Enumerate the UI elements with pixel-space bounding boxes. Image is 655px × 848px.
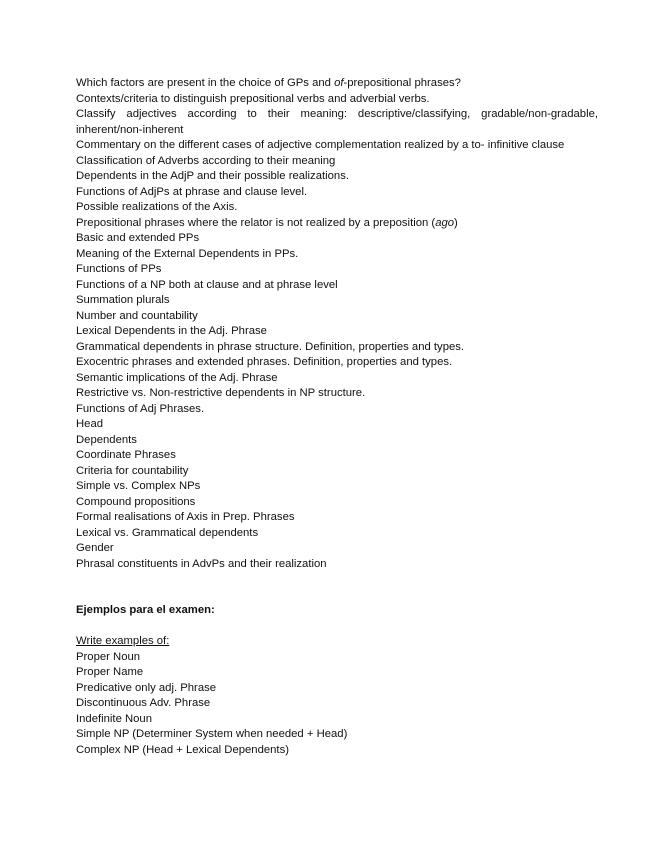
question-item: Restrictive vs. Non-restrictive dependents in NP structure. — [76, 387, 366, 399]
example-item: Predicative only adj. Phrase — [76, 681, 217, 694]
example-item: Proper Name — [76, 666, 144, 678]
question-item: Phrasal constituents in AdvPs and their realization — [76, 557, 327, 570]
question-item: Classification of Adverbs according to their meaning — [76, 154, 336, 167]
question-item: Functions of a NP both at clause and at phrase level — [76, 278, 338, 291]
question-item: Dependents — [76, 433, 137, 446]
question-item: Lexical Dependents in the Adj. Phrase — [76, 325, 267, 337]
question-item: Lexical vs. Grammatical dependents — [76, 526, 259, 539]
question-item: Simple vs. Complex NPs — [76, 480, 201, 492]
question-item: Meaning of the External Dependents in PPs. — [76, 247, 299, 260]
examples-heading: Ejemplos para el examen: — [76, 604, 215, 616]
question-item: Which factors are present in the choice of GPs and of-prepositional phrases? — [76, 77, 461, 89]
italic-term: ago — [435, 216, 455, 229]
examples-subheading: Write examples of: — [76, 635, 170, 647]
example-item: Proper Noun — [76, 650, 141, 663]
section-spacer — [76, 572, 598, 603]
question-item: Basic and extended PPs — [76, 232, 200, 244]
question-item: Head — [76, 418, 104, 430]
example-item: Discontinuous Adv. Phrase — [76, 697, 211, 709]
question-item: Dependents in the AdjP and their possible realizations. — [76, 170, 349, 182]
question-item: Criteria for countability — [76, 464, 189, 477]
example-item: Simple NP (Determiner System when needed + Head) — [76, 728, 348, 740]
question-item: Exocentric phrases and extended phrases. Definition, properties and types. — [76, 356, 453, 368]
question-item: Functions of Adj Phrases. — [76, 402, 205, 415]
example-item: Indefinite Noun — [76, 712, 152, 725]
question-item: Semantic implications of the Adj. Phrase — [76, 371, 278, 384]
question-item: Summation plurals — [76, 294, 170, 306]
question-item: Functions of AdjPs at phrase and clause level. — [76, 185, 308, 198]
subsection-spacer — [76, 619, 598, 635]
question-item: Coordinate Phrases — [76, 449, 176, 461]
question-item: Prepositional phrases where the relator is not realized by a preposition (ago) — [76, 216, 458, 229]
document-content — [76, 76, 598, 758]
question-item: Classify adjectives according to their meaning: descriptive/classifying, gradable/non-gradable, inherent/non-inherent — [76, 108, 598, 136]
question-item: Formal realisations of Axis in Prep. Phrases — [76, 511, 295, 523]
question-item: Compound propositions — [76, 495, 196, 508]
question-item: Commentary on the different cases of adjective complementation realized by a to- infinitive clause — [76, 139, 565, 151]
question-item: Number and countability — [76, 309, 198, 322]
italic-term: of — [334, 77, 344, 89]
example-item: Complex NP (Head + Lexical Dependents) — [76, 743, 289, 756]
question-item: Contexts/criteria to distinguish prepositional verbs and adverbial verbs. — [76, 92, 430, 105]
question-item: Grammatical dependents in phrase structure. Definition, properties and types. — [76, 340, 465, 353]
question-item: Functions of PPs — [76, 263, 162, 275]
question-item: Possible realizations of the Axis. — [76, 201, 238, 213]
question-item: Gender — [76, 542, 114, 554]
